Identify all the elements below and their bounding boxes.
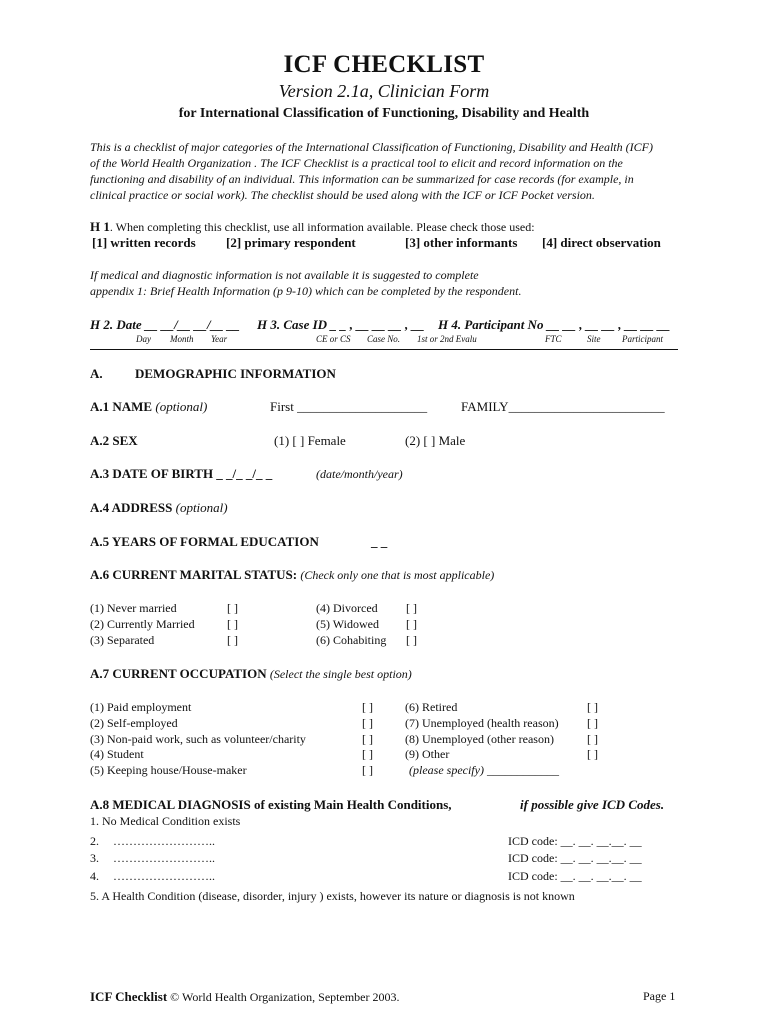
a8-note: if possible give ICD Codes.: [520, 797, 665, 812]
h1-line: [90, 219, 535, 235]
page-title: ICF CHECKLIST: [283, 51, 485, 78]
intro-line: clinical practice or social work). The checklist should be used along with the ICF or ICF Pocket version.: [90, 188, 595, 202]
a1-family-name-field[interactable]: FAMILY________________________: [461, 399, 665, 414]
a6-option: (2) Currently Married: [90, 617, 195, 631]
h1-option-written-records[interactable]: [1] written records: [92, 235, 196, 250]
a8-item-number: 3.: [90, 851, 99, 865]
a1-label: [90, 399, 207, 415]
a6-note: (Check only one that is most applicable): [300, 568, 495, 582]
sub-ftc: FTC: [545, 334, 562, 344]
a7-checkbox-self-employed[interactable]: [ ]: [362, 716, 373, 730]
subtitle: for International Classification of Functioning, Disability and Health: [178, 106, 590, 121]
a8-icd-code-field[interactable]: ICD code: __. __. __.__. __: [508, 851, 642, 865]
a4-note: (optional): [175, 500, 228, 515]
version-line: Version 2.1a, Clinician Form: [278, 81, 490, 101]
divider: [90, 349, 678, 350]
footer-copyright: [90, 989, 399, 1005]
a7-option: (9) Other: [405, 747, 450, 761]
h1-text: . When completing this checklist, use all information available. Please check those used:: [109, 220, 535, 234]
a8-icd-code-field[interactable]: ICD code: __. __. __.__. __: [508, 834, 642, 848]
a5-years-field[interactable]: _ _: [371, 534, 388, 549]
a2-female-checkbox[interactable]: (1) [ ] Female: [274, 433, 346, 448]
sub-day: Day: [136, 334, 151, 344]
a4-label-text: A.4 ADDRESS: [90, 500, 173, 515]
a4-label: [90, 500, 228, 516]
note-line: If medical and diagnostic information is not available it is suggested to complete: [90, 268, 479, 282]
a8-diagnosis-field[interactable]: ……………………..: [113, 869, 215, 883]
a2-male-checkbox[interactable]: (2) [ ] Male: [405, 433, 466, 448]
a6-checkbox-currently-married[interactable]: [ ]: [227, 617, 238, 631]
a7-option: (4) Student: [90, 747, 144, 761]
a8-item-unknown-condition[interactable]: 5. A Health Condition (disease, disorder, injury ) exists, however its nature or diagnosis is not known: [90, 889, 575, 903]
a7-checkbox-non-paid-work[interactable]: [ ]: [362, 732, 373, 746]
sub-ce: CE or CS: [316, 334, 351, 344]
intro-paragraph: [90, 139, 690, 203]
h2-date-field[interactable]: H 2. Date __ __/__ __/__ __: [90, 317, 240, 332]
a7-checkbox-unemployed-other[interactable]: [ ]: [587, 732, 598, 746]
h4-participant-no-field[interactable]: H 4. Participant No __ __ , __ __ , __ __ __: [438, 317, 671, 332]
a6-checkbox-widowed[interactable]: [ ]: [406, 617, 417, 631]
sub-month: Month: [170, 334, 194, 344]
a8-item-number: 4.: [90, 869, 99, 883]
a6-option: (1) Never married: [90, 601, 177, 615]
a3-note: (date/month/year): [316, 467, 403, 481]
a7-checkbox-retired[interactable]: [ ]: [587, 700, 598, 714]
a7-other-specify-field[interactable]: (please specify) ____________: [409, 763, 559, 777]
a8-item-number: 2.: [90, 834, 99, 848]
a6-option: (5) Widowed: [316, 617, 379, 631]
a6-checkbox-divorced[interactable]: [ ]: [406, 601, 417, 615]
sub-caseno: Case No.: [367, 334, 401, 344]
a6-option: (3) Separated: [90, 633, 155, 647]
a7-checkbox-unemployed-health[interactable]: [ ]: [587, 716, 598, 730]
note-line: appendix 1: Brief Health Information (p 9-10) which can be completed by the respondent.: [90, 284, 522, 298]
a8-diagnosis-field[interactable]: ……………………..: [113, 851, 215, 865]
a8-item-no-condition[interactable]: 1. No Medical Condition exists: [90, 814, 241, 828]
a7-checkbox-student[interactable]: [ ]: [362, 747, 373, 761]
sub-year: Year: [211, 334, 228, 344]
intro-line: functioning and disability of an individual. This information can be summarized for case records (for example, in: [90, 172, 634, 186]
a7-checkbox-house-maker[interactable]: [ ]: [362, 763, 373, 777]
a1-note: (optional): [155, 399, 208, 414]
intro-line: This is a checklist of major categories of the International Classification of Functioning, Disability and Health (ICF): [90, 140, 653, 154]
a7-option: (2) Self-employed: [90, 716, 178, 730]
a7-option: (1) Paid employment: [90, 700, 192, 714]
sub-site: Site: [587, 334, 601, 344]
footer-brand: ICF Checklist: [90, 989, 168, 1004]
a6-checkbox-separated[interactable]: [ ]: [227, 633, 238, 647]
h1-option-primary-respondent[interactable]: [2] primary respondent: [226, 235, 356, 250]
a6-checkbox-never-married[interactable]: [ ]: [227, 601, 238, 615]
a6-option: (6) Cohabiting: [316, 633, 387, 647]
sub-eval: 1st or 2nd Evalu: [417, 334, 477, 344]
a1-label-text: A.1 NAME: [90, 399, 153, 414]
a6-label: [90, 567, 494, 583]
a8-label: A.8 MEDICAL DIAGNOSIS of existing Main Health Conditions,: [90, 797, 452, 812]
h1-option-other-informants[interactable]: [3] other informants: [405, 235, 518, 250]
a7-label: [90, 666, 412, 682]
a2-label: A.2 SEX: [90, 433, 138, 448]
a6-option: (4) Divorced: [316, 601, 378, 615]
h1-option-direct-observation[interactable]: [4] direct observation: [542, 235, 661, 250]
a7-checkbox-other[interactable]: [ ]: [587, 747, 598, 761]
h3-case-id-field[interactable]: H 3. Case ID _ _ , __ __ __ , __: [257, 317, 425, 332]
section-a-letter: A.: [90, 366, 103, 381]
a7-label-text: A.7 CURRENT OCCUPATION: [90, 666, 267, 681]
section-a-title: DEMOGRAPHIC INFORMATION: [135, 366, 336, 381]
page-number: Page 1: [643, 989, 676, 1003]
a1-first-name-field[interactable]: First ____________________: [270, 399, 428, 414]
a7-option: (5) Keeping house/House-maker: [90, 763, 247, 777]
a7-option: (6) Retired: [405, 700, 458, 714]
a7-option: (8) Unemployed (other reason): [405, 732, 554, 746]
intro-line: of the World Health Organization . The ICF Checklist is a practical tool to elicit and record information on the: [90, 156, 623, 170]
h1-label: H 1: [90, 219, 110, 234]
a6-checkbox-cohabiting[interactable]: [ ]: [406, 633, 417, 647]
a7-option: (7) Unemployed (health reason): [405, 716, 559, 730]
a8-diagnosis-field[interactable]: ……………………..: [113, 834, 215, 848]
a3-date-of-birth-field[interactable]: A.3 DATE OF BIRTH _ _/_ _/_ _: [90, 466, 273, 481]
a8-icd-code-field[interactable]: ICD code: __. __. __.__. __: [508, 869, 642, 883]
a6-label-text: A.6 CURRENT MARITAL STATUS:: [90, 567, 298, 582]
a7-option: (3) Non-paid work, such as volunteer/charity: [90, 732, 306, 746]
a7-note: (Select the single best option): [269, 667, 412, 681]
a7-checkbox-paid-employment[interactable]: [ ]: [362, 700, 373, 714]
sub-participant: Participant: [622, 334, 663, 344]
footer-text: © World Health Organization, September 2003.: [167, 990, 400, 1004]
a5-label: A.5 YEARS OF FORMAL EDUCATION: [90, 534, 319, 549]
